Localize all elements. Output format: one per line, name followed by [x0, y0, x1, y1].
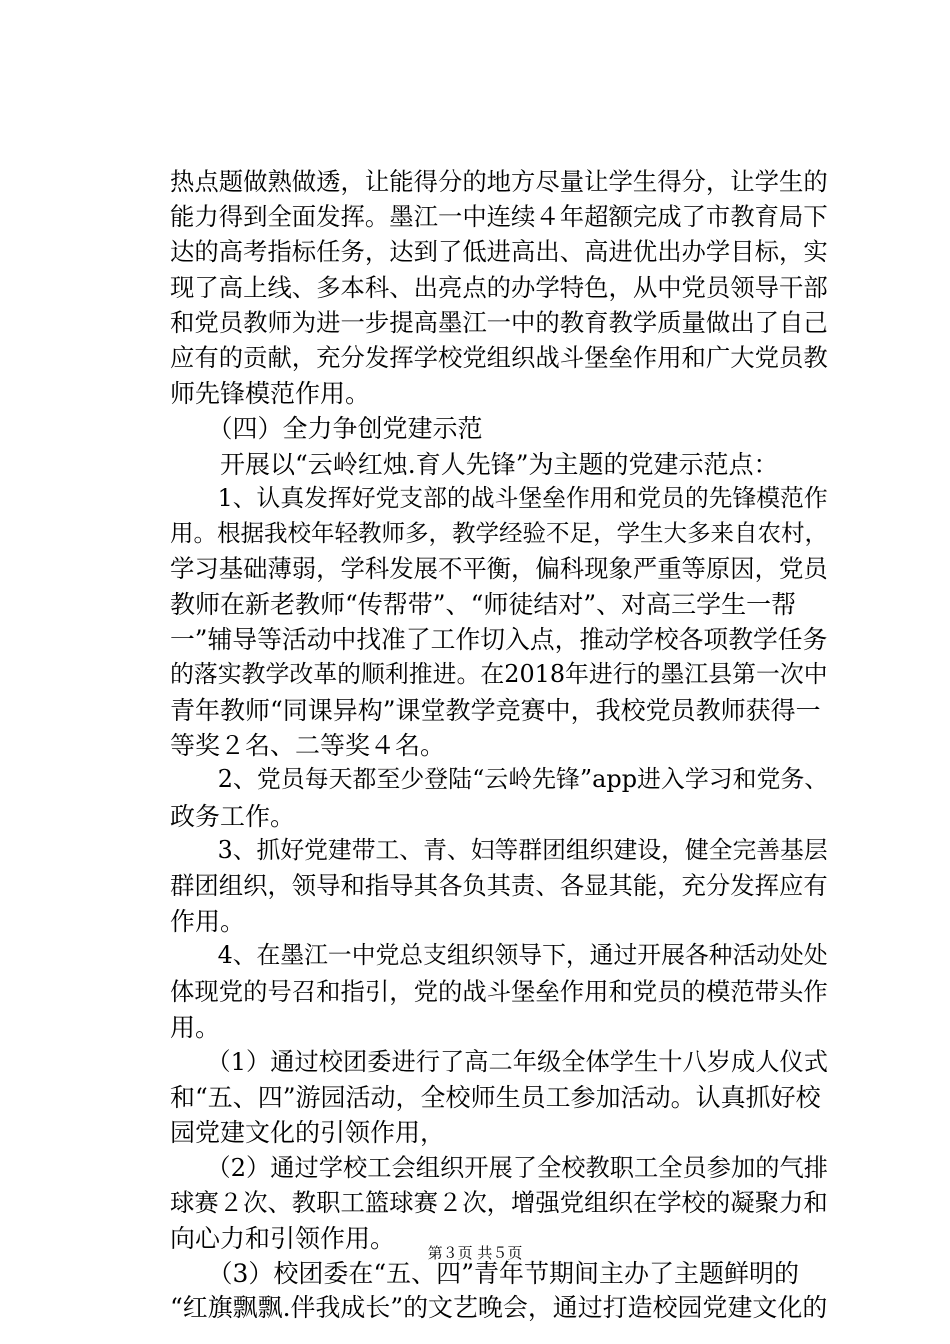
text-line: （四）全力争创党建示范 — [170, 414, 483, 443]
text-line: “红旗飘飘.伴我成长”的文艺晚会，通过打造校园党建文化的 — [170, 1293, 828, 1322]
text-line: 能力得到全面发挥。墨江一中连续４年超额完成了市教育局下 — [170, 202, 828, 231]
text-line: 球赛２次、教职工篮球赛２次，增强党组织在学校的凝聚力和 — [170, 1188, 828, 1217]
text-line: 开展以“云岭红烛.育人先锋”为主题的党建示范点： — [170, 450, 779, 479]
text-line: 的落实教学改革的顺利推进。在2018年进行的墨江县第一次中 — [170, 660, 828, 688]
text-line: 1、认真发挥好党支部的战斗堡垒作用和党员的先锋模范作 — [170, 484, 828, 512]
text-line: 和党员教师为进一步提高墨江一中的教育教学质量做出了自己 — [170, 308, 828, 337]
text-line: 体现党的号召和指引，党的战斗堡垒作用和党员的模范带头作 — [170, 977, 828, 1006]
page-footer: 第３页 共５页 — [427, 1244, 523, 1262]
text-line: （1）通过校团委进行了高二年级全体学生十八岁成人仪式 — [170, 1047, 829, 1076]
text-line: 热点题做熟做透，让能得分的地方尽量让学生得分，让学生的 — [170, 167, 828, 196]
text-line: （3）校团委在“五、四”青年节期间主办了主题鲜明的 — [170, 1259, 799, 1288]
text-line: 园党建文化的引领作用， — [170, 1118, 446, 1147]
text-line: 4、在墨江一中党总支组织领导下，通过开展各种活动处处 — [170, 941, 828, 969]
text-line: 用。根据我校年轻教师多，教学经验不足，学生大多来自农村， — [170, 519, 828, 547]
text-line: 向心力和引领作用。 — [170, 1224, 396, 1253]
text-line: 达的高考指标任务，达到了低进高出、高进优出办学目标，实 — [170, 237, 828, 266]
text-line: 等奖２名、二等奖４名。 — [170, 731, 446, 760]
text-line: 应有的贡献，充分发挥学校党组织战斗堡垒作用和广大党员教 — [170, 343, 828, 372]
text-line: 政务工作。 — [170, 802, 296, 831]
text-line: 现了高上线、多本科、出亮点的办学特色，从中党员领导干部 — [170, 273, 828, 302]
text-line: 学习基础薄弱，学科发展不平衡，偏科现象严重等原因，党员 — [170, 554, 828, 583]
text-line: 群团组织，领导和指导其各负其责、各显其能，充分发挥应有 — [170, 871, 828, 900]
text-line: 教师在新老教师“传帮带”、“师徒结对”、对高三学生一帮 — [170, 590, 797, 619]
text-line: （2）通过学校工会组织开展了全校教职工全员参加的气排 — [170, 1153, 829, 1182]
text-line: 师先锋模范作用。 — [170, 379, 371, 408]
text-line: 3、抓好党建带工、青、妇等群团组织建设，健全完善基层 — [170, 836, 828, 864]
text-line: 作用。 — [170, 907, 246, 936]
text-line: 2、党员每天都至少登陆“云岭先锋”app进入学习和党务、 — [170, 765, 829, 793]
text-line: 一”辅导等活动中找准了工作切入点，推动学校各项教学任务 — [170, 625, 828, 654]
text-line: 和“五、四”游园活动，全校师生员工参加活动。认真抓好校 — [170, 1083, 821, 1112]
text-line: 青年教师“同课异构”课堂教学竞赛中，我校党员教师获得一 — [170, 696, 821, 725]
text-line: 用。 — [170, 1013, 221, 1042]
